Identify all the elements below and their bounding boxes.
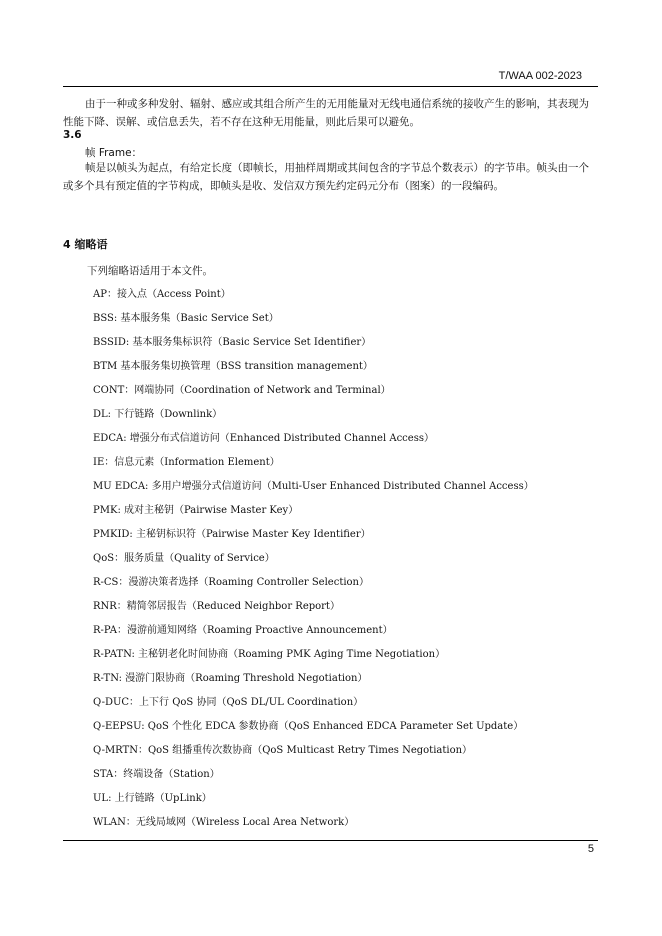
abbreviation-item-btm: BTM 基本服务集切换管理（BSS transition management） (93, 361, 373, 372)
abbreviation-item-rnr: RNR：精简邻居报告（Reduced Neighbor Report） (93, 601, 340, 612)
clause-3-6-term: 帧 Frame： (85, 147, 143, 159)
abbreviation-item-wlan: WLAN：无线局域网（Wireless Local Area Network） (93, 817, 355, 828)
abbreviation-item-bssid: BSSID: 基本服务集标识符（Basic Service Set Identifier） (93, 337, 372, 348)
section-4-intro: 下列缩略语适用于本文件。 (87, 265, 213, 277)
abbreviation-item-ap: AP：接入点（Access Point） (93, 289, 231, 300)
abbreviation-item-r-tn: R-TN: 漫游门限协商（Roaming Threshold Negotiation） (93, 673, 368, 684)
abbreviation-item-edca: EDCA: 增强分布式信道访问（Enhanced Distributed Channel Access） (93, 433, 434, 444)
abbreviation-item-r-cs: R-CS：漫游决策者选择（Roaming Controller Selection） (93, 577, 369, 588)
clause-3-5-body: 由于一种或多种发射、辐射、感应或其组合所产生的无用能量对无线电通信系统的接收产生的影响，其表现为性能下降、误解、或信息丢失，若不存在这种无用能量，则此后果可以避免。 (63, 98, 589, 128)
footer-divider (63, 840, 598, 841)
abbreviation-item-mu-edca: MU EDCA: 多用户增强分式信道访问（Multi-User Enhanced Distributed Channel Access） (93, 481, 534, 492)
header-divider (63, 86, 598, 87)
abbreviation-item-r-patn: R-PATN: 主秘钥老化时间协商（Roaming PMK Aging Time Negotiation） (93, 649, 446, 660)
abbreviation-item-dl: DL: 下行链路（Downlink） (93, 409, 223, 420)
abbreviation-item-pmkid: PMKID: 主秘钥标识符（Pairwise Master Key Identifier） (93, 529, 371, 540)
abbreviation-item-q-mrtn: Q-MRTN：QoS 组播重传次数协商（QoS Multicast Retry Times Negotiation） (93, 745, 473, 756)
abbreviation-item-cont: CONT：网端协同（Coordination of Network and Terminal） (93, 385, 391, 396)
clause-3-6-definition: 帧是以帧头为起点，有给定长度（即帧长，用抽样周期或其间包含的字节总个数表示）的字节串。帧头由一个或多个具有预定值的字节构成，即帧头是收、发信双方预先约定码元分布（图案）的一段编码。 (63, 162, 589, 192)
abbreviation-list (93, 287, 534, 839)
abbreviation-item-q-duc: Q-DUC：上下行 QoS 协同（QoS DL/UL Coordination） (93, 697, 364, 708)
abbreviation-item-q-eepsu: Q-EEPSU: QoS 个性化 EDCA 参数协商（QoS Enhanced EDCA Parameter Set Update） (93, 721, 524, 732)
abbreviation-item-qos: QoS：服务质量（Quality of Service） (93, 553, 275, 564)
document-code: T/WAA 002-2023 (498, 70, 582, 82)
abbreviation-item-pmk: PMK: 成对主秘钥（Pairwise Master Key） (93, 505, 299, 516)
clause-3-6-number: 3.6 (63, 129, 82, 141)
abbreviation-item-bss: BSS: 基本服务集（Basic Service Set） (93, 313, 279, 324)
abbreviation-item-ul: UL: 上行链路（UpLink） (93, 793, 212, 804)
page-number: 5 (587, 843, 594, 855)
abbreviation-item-ie: IE：信息元素（Information Element） (93, 457, 280, 468)
abbreviation-item-sta: STA：终端设备（Station） (93, 769, 220, 780)
section-4-heading: 4 缩略语 (63, 238, 108, 251)
abbreviation-item-r-pa: R-PA：漫游前通知网络（Roaming Proactive Announcement） (93, 625, 393, 636)
